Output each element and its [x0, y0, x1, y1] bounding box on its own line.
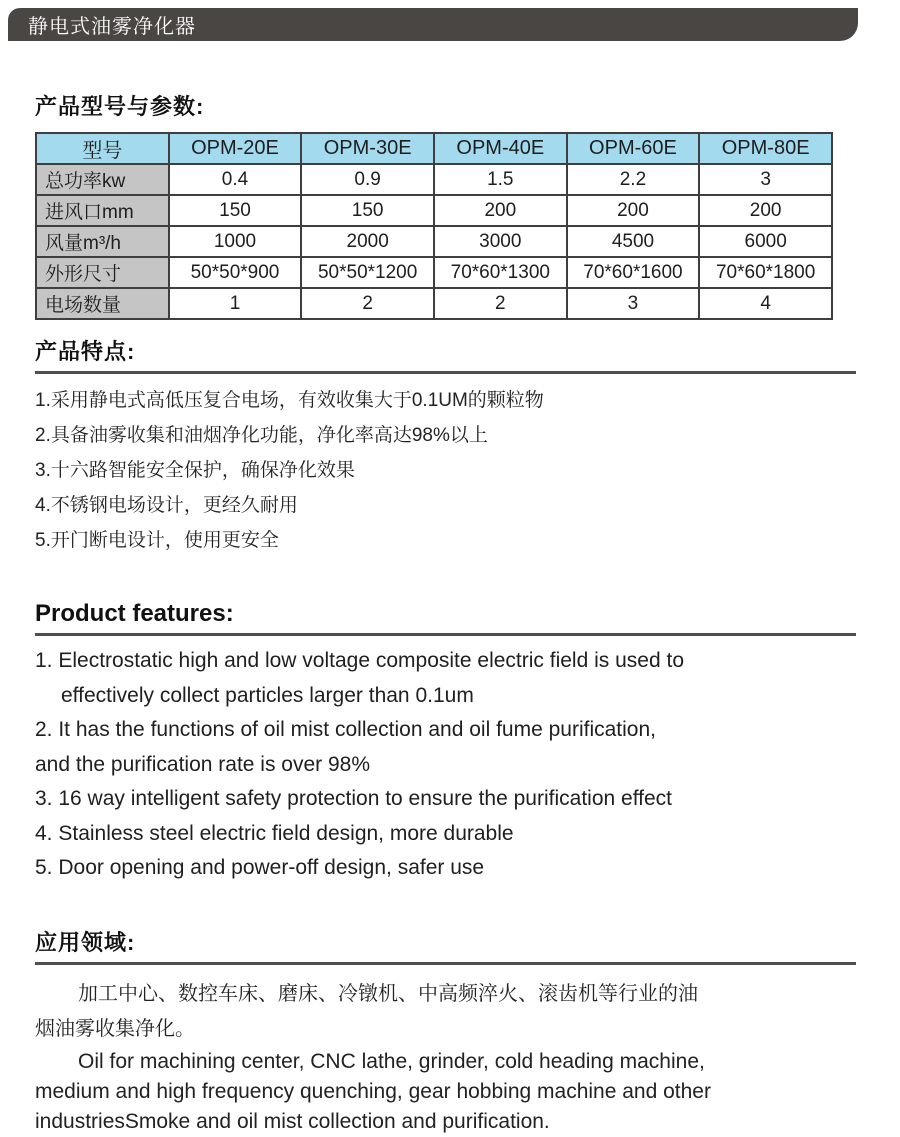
table-cell: 70*60*1600 [567, 257, 700, 288]
table-row [36, 164, 832, 195]
table-cell: 70*60*1300 [434, 257, 567, 288]
features-en-heading: Product features: [35, 600, 856, 636]
table-cell: 150 [169, 195, 302, 226]
col-header: OPM-30E [301, 133, 434, 164]
feature-item-en: and the purification rate is over 98% [35, 752, 371, 776]
feature-item-en: 5. Door opening and power-off design, safer use [35, 856, 485, 879]
table-cell: 70*60*1800 [699, 257, 832, 288]
table-cell: 50*50*1200 [301, 257, 434, 288]
spec-table-head [36, 133, 832, 164]
page-content [35, 90, 856, 1137]
table-cell: 0.4 [169, 164, 302, 195]
table-cell: 2000 [301, 226, 434, 257]
row-label: 总功率kw [36, 164, 169, 195]
table-cell: 200 [699, 195, 832, 226]
table-cell: 2 [434, 288, 567, 319]
row-label: 进风口mm [36, 195, 169, 226]
feature-item-en: 4. Stainless steel electric field design, more durable [35, 821, 514, 845]
feature-item-en: effectively collect particles larger than 0.1um [61, 683, 474, 707]
page-title: 静电式油雾净化器 [28, 16, 196, 38]
paragraph-line: medium and high frequency quenching, gear hobbing machine and other [35, 1079, 711, 1103]
col-header: OPM-40E [434, 133, 567, 164]
table-cell: 3 [699, 164, 832, 195]
table-cell: 4500 [567, 226, 700, 257]
table-header-row [36, 133, 832, 164]
paragraph-line: industriesSmoke and oil mist collection and purification. [35, 1109, 550, 1133]
col-header: OPM-60E [567, 133, 700, 164]
table-cell: 2.2 [567, 164, 700, 195]
table-row [36, 288, 832, 319]
table-cell: 2 [301, 288, 434, 319]
table-row [36, 257, 832, 288]
col-header-model: 型号 [36, 133, 169, 164]
features-cn-heading: 产品特点: [35, 335, 856, 374]
table-cell: 200 [434, 195, 567, 226]
table-cell: 0.9 [301, 164, 434, 195]
feature-item-cn: 3.十六路智能安全保护，确保净化效果 [35, 460, 355, 481]
table-cell: 6000 [699, 226, 832, 257]
applications-heading: 应用领域: [35, 926, 856, 965]
feature-item-en: 1. Electrostatic high and low voltage composite electric field is used to [35, 649, 685, 672]
spec-table [35, 132, 833, 320]
paragraph-line: 加工中心、数控车床、磨床、冷镦机、中高频淬火、滚齿机等行业的油 [78, 982, 698, 1005]
applications-paragraph-en [35, 1047, 856, 1137]
table-cell: 3 [567, 288, 700, 319]
features-cn-list [35, 383, 856, 558]
applications-paragraph-cn [35, 977, 856, 1047]
feature-item-en: 2. It has the functions of oil mist collection and oil fume purification, [35, 718, 656, 741]
row-label: 外形尺寸 [36, 257, 169, 288]
col-header: OPM-20E [169, 133, 302, 164]
feature-item-en: 3. 16 way intelligent safety protection to ensure the purification effect [35, 787, 672, 810]
table-cell: 4 [699, 288, 832, 319]
table-cell: 3000 [434, 226, 567, 257]
params-heading: 产品型号与参数: [35, 94, 205, 119]
paragraph-line: Oil for machining center, CNC lathe, grinder, cold heading machine, [78, 1049, 705, 1073]
table-cell: 150 [301, 195, 434, 226]
product-spec-page [0, 8, 900, 1137]
row-label: 风量m³/h [36, 226, 169, 257]
table-row [36, 226, 832, 257]
table-row [36, 195, 832, 226]
features-en-list [35, 644, 856, 886]
table-cell: 50*50*900 [169, 257, 302, 288]
feature-item-cn: 4.不锈钢电场设计，更经久耐用 [35, 495, 298, 516]
table-cell: 1000 [169, 226, 302, 257]
spec-table-body [36, 164, 832, 319]
feature-item-cn: 1.采用静电式高低压复合电场，有效收集大于0.1UM的颗粒物 [35, 390, 544, 411]
feature-item-cn: 5.开门断电设计，使用更安全 [35, 530, 279, 551]
table-cell: 1.5 [434, 164, 567, 195]
feature-item-cn: 2.具备油雾收集和油烟净化功能，净化率高达98%以上 [35, 425, 488, 446]
paragraph-line: 烟油雾收集净化。 [35, 1017, 195, 1040]
table-cell: 200 [567, 195, 700, 226]
row-label: 电场数量 [36, 288, 169, 319]
table-cell: 1 [169, 288, 302, 319]
col-header: OPM-80E [699, 133, 832, 164]
title-bar [8, 8, 858, 41]
